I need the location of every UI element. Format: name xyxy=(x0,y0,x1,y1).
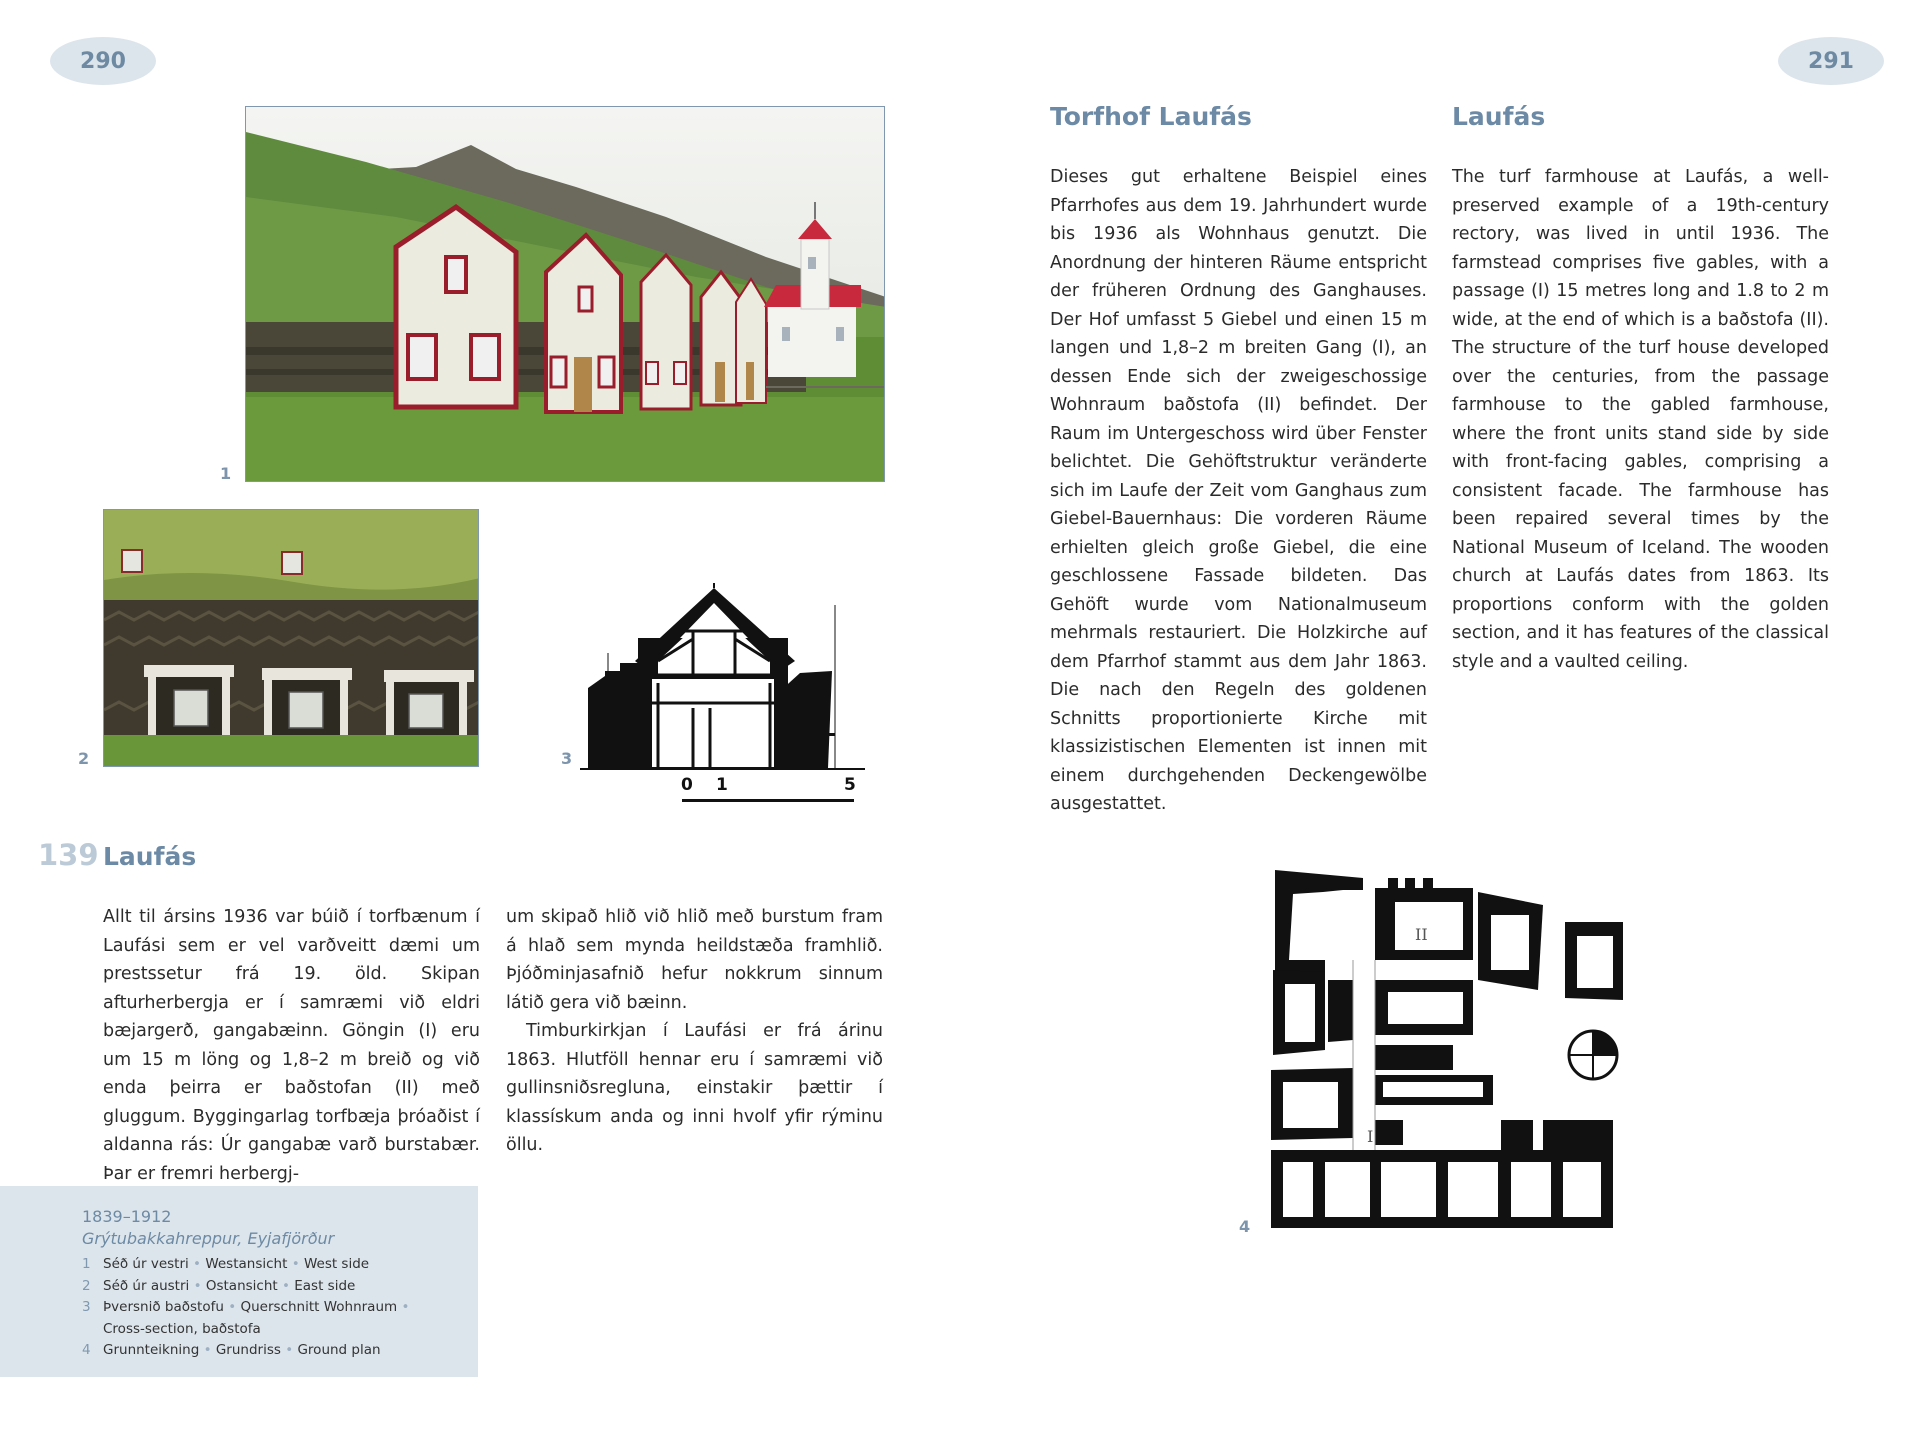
plan-label-i: I xyxy=(1367,1127,1374,1146)
figure-1-label: 1 xyxy=(220,464,232,483)
location: Grýtubakkahreppur, Eyjafjörður xyxy=(82,1229,335,1248)
caption-number: 2 xyxy=(82,1277,91,1294)
caption-row-1 xyxy=(82,1254,458,1276)
icelandic-paragraph-2: um skipað hlið við hlið með burstum fram á hlað sem mynda heildstæða framhlið. Þjóðminjasafnið hefur nokkrum sinnum látið gera við bæinn. xyxy=(506,907,883,1013)
caption-row-4 xyxy=(82,1340,458,1362)
caption-number: 1 xyxy=(82,1256,91,1272)
scale-label-5: 5 xyxy=(844,775,856,795)
right-page-number: 291 xyxy=(1778,37,1884,85)
icelandic-paragraph-3: Timburkirkjan í Laufási er frá árinu 1863. Hlutföll hennar eru í samræmi við gullinsniðsregluna, einstakir þættir í klassískum anda og inni hvolf yfir rýminu öllu. xyxy=(506,1021,883,1155)
scale-bar xyxy=(681,775,861,805)
english-title: Laufás xyxy=(1452,102,1546,131)
icelandic-column-2 xyxy=(506,903,883,1160)
cross-section-svg xyxy=(580,583,865,773)
photo-east-side xyxy=(103,509,479,767)
caption-text: Grunnteikning • Grundriss • Ground plan xyxy=(103,1342,381,1358)
caption-row-3 xyxy=(82,1297,458,1340)
caption-row-2 xyxy=(82,1276,458,1298)
figure-4-label: 4 xyxy=(1239,1217,1251,1236)
german-title: Torfhof Laufás xyxy=(1050,102,1252,131)
icelandic-title: Laufás xyxy=(103,842,197,871)
turf-wall-east-illustration xyxy=(104,510,479,767)
icelandic-column-1 xyxy=(103,903,480,1188)
photo-west-side xyxy=(245,106,885,482)
catalog-number: 139 xyxy=(38,838,99,872)
caption-text: Séð úr vestri • Westansicht • West side xyxy=(103,1256,370,1272)
icelandic-paragraph-1: Allt til ársins 1936 var búið í torfbænum í Laufási sem er vel varðveitt dæmi um prestssetur frá 19. öld. Skipan afturherbergja er í samræmi við eldri bæjargerð, gangabæinn. Göngin (I) eru um 15 m löng og 1,8–2 m breið og við enda þeirra er baðstofan (II) með gluggum. Byggingarlag torfbæja þróaðist í aldanna rás: Úr gangabæ varð burstabær. Þar er fremri herbergj- xyxy=(103,907,480,1184)
figure-3-label: 3 xyxy=(561,749,573,768)
figure-2-label: 2 xyxy=(78,749,90,768)
ground-plan-svg xyxy=(1253,870,1625,1230)
caption-text: Séð úr austri • Ostansicht • East side xyxy=(103,1277,356,1294)
english-body xyxy=(1452,163,1829,676)
cross-section-drawing xyxy=(580,583,865,773)
scale-label-0: 0 xyxy=(681,775,693,795)
caption-text: Þversnið baðstofu • Querschnitt Wohnraum • Cross-section, baðstofa xyxy=(103,1299,410,1337)
caption-number: 4 xyxy=(82,1342,91,1358)
plan-label-ii: II xyxy=(1415,925,1428,944)
scale-label-1: 1 xyxy=(716,775,728,795)
german-paragraph: Dieses gut erhaltene Beispiel eines Pfarrhofes aus dem 19. Jahrhundert wurde bis 1936 als Wohnhaus genutzt. Die Anordnung der hinteren Räume entspricht der früheren Ordnung des Ganghauses. Der Hof umfasst 5 Giebel und einen 15 m langen und 1,8–2 m breiten Gang (I), an dessen Ende sich der zweigeschossige Wohnraum baðstofa (II) befindet. Der Raum im Untergeschoss wird über Fenster belichtet. Die Gehöftstruktur veränderte sich im Laufe der Zeit vom Ganghaus zum Giebel-Bauernhaus: Die vorderen Räume erhielten gleich große Giebel, die eine geschlossene Fassade bildeten. Das Gehöft wurde vom Nationalmuseum mehrmals restauriert. Die Holzkirche auf dem Pfarrhof stammt aus dem Jahr 1863. Die nach den Regeln des goldenen Schnitts proportionierte Kirche mit klassizistischen Elementen ist innen mit einem durchgehenden Deckengewölbe ausgestattet. xyxy=(1050,167,1427,814)
turf-farm-west-illustration xyxy=(246,107,885,482)
left-page-number: 290 xyxy=(50,37,156,85)
caption-number: 3 xyxy=(82,1299,91,1315)
english-paragraph: The turf farmhouse at Laufás, a well-preserved example of a 19th-century rectory, was lived in until 1936. The farmstead comprises five gables, with a passage (I) 15 metres long and 1.8 to 2 m wide, at the end of which is a baðstofa (II). The structure of the turf house developed over the centuries, from the passage farmhouse to the gabled farmhouse, where the front units stand side by side with front-facing gables, comprising a consistent facade. The farmhouse has been repaired several times by the National Museum of Iceland. The wooden church at Laufás dates from 1863. Its proportions conform with the golden section, and it has features of the classical style and a vaulted ceiling. xyxy=(1452,167,1829,672)
ground-plan-drawing xyxy=(1253,870,1625,1230)
info-box xyxy=(0,1186,478,1377)
scale-line xyxy=(682,799,854,802)
build-years: 1839–1912 xyxy=(82,1207,172,1226)
german-body xyxy=(1050,163,1427,819)
